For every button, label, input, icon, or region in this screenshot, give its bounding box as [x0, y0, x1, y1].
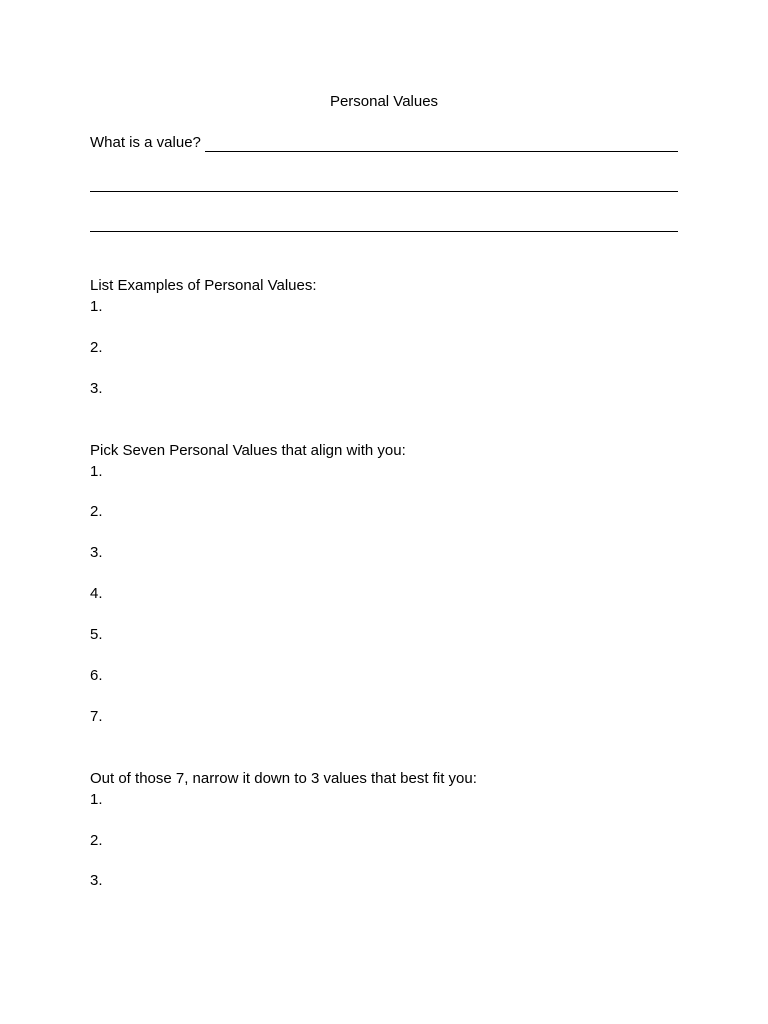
question-label: What is a value?	[90, 134, 201, 151]
page-title: Personal Values	[329, 93, 439, 110]
list-item-number: 7.	[90, 708, 103, 725]
section-heading-narrow-down: Out of those 7, narrow it down to 3 values that best fit you:	[90, 770, 477, 787]
list-item-number: 2.	[90, 339, 103, 356]
answer-blank[interactable]	[205, 135, 678, 152]
section-heading-pick-seven: Pick Seven Personal Values that align with you:	[90, 442, 406, 459]
list-item-number: 4.	[90, 585, 103, 602]
section-heading-examples: List Examples of Personal Values:	[90, 277, 317, 294]
list-item-number: 1.	[90, 463, 103, 480]
list-item-number: 1.	[90, 791, 103, 808]
question-row	[90, 134, 678, 152]
list-item-number: 3.	[90, 380, 103, 397]
list-item-number: 1.	[90, 298, 103, 315]
list-item-number: 6.	[90, 667, 103, 684]
list-item-number: 5.	[90, 626, 103, 643]
answer-line[interactable]	[90, 191, 678, 192]
list-item-number: 2.	[90, 503, 103, 520]
answer-line[interactable]	[90, 231, 678, 232]
list-item-number: 3.	[90, 544, 103, 561]
list-item-number: 3.	[90, 872, 103, 889]
list-item-number: 2.	[90, 832, 103, 849]
